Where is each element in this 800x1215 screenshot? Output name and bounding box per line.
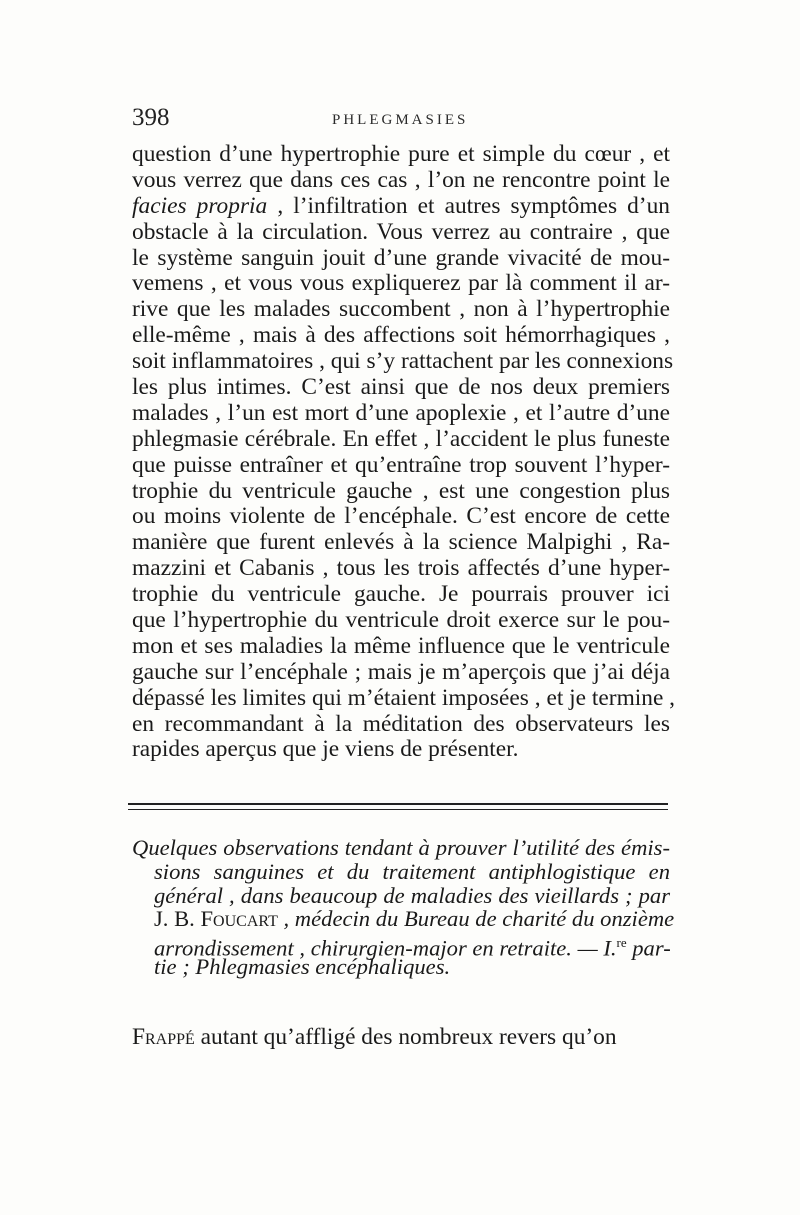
body-line: vemens , et vous vous expliquerez par là comment il ar-: [132, 270, 670, 297]
title-line: arrondissement , chirurgien-major en retraite. — I.: [154, 935, 617, 961]
title-line: tie ; Phlegmasies encéphaliques.: [154, 953, 451, 979]
page-number: 398: [132, 104, 170, 131]
body-line: soit inflammatoires , qui s’y rattachent par les connexions: [132, 348, 674, 375]
body-line: les plus intimes. C’est ainsi que de nos deux premiers: [132, 374, 670, 401]
italic-phrase: facies propria: [132, 192, 268, 219]
opening-line: [132, 1024, 670, 1050]
body-line: rive que les malades succombent , non à l’hypertrophie: [132, 296, 670, 323]
body-line: phlegmasie cérébrale. En effet , l’accident le plus funeste: [132, 425, 670, 452]
double-rule-bottom: [128, 809, 668, 810]
body-line: manière que furent enlevés à la science Malpighi , Ra-: [132, 529, 670, 556]
body-line: que puisse entraîner et qu’entraîne trop souvent l’hyper-: [132, 451, 670, 478]
body-line: mon et ses maladies la même influence que le ventricule: [132, 632, 670, 659]
part-superscript: re: [616, 935, 627, 951]
article-title: [132, 835, 675, 979]
body-line: le système sanguin jouit d’une grande vivacité de mou-: [132, 244, 670, 271]
body-line: dépassé les limites qui m’étaient imposées , et je termine ,: [132, 684, 676, 711]
article-opening-line: [132, 1024, 670, 1050]
body-line: trophie du ventricule gauche. Je pourrais prouver ici: [132, 581, 670, 608]
body-line: facies propria , l’infiltration et autres symptômes d’un: [132, 192, 670, 219]
body-line: gauche sur l’encéphale ; mais je m’aperçois que j’ai déja: [132, 658, 670, 685]
body-line: obstacle à la circulation. Vous verrez au contraire , que: [132, 218, 670, 245]
author-title: , médecin du Bureau de charité du onzième: [277, 906, 675, 932]
title-line: Quelques observations tendant à prouver l’utilité des émis-: [132, 835, 670, 860]
body-line: rapides aperçus que je viens de présenter.: [132, 736, 519, 763]
body-line: trophie du ventricule gauche , est une congestion plus: [132, 477, 670, 504]
title-line: sions sanguines et du traitement antiphlogistique en: [154, 858, 670, 884]
body-line: que l’hypertrophie du ventricule droit exerce sur le pou-: [132, 607, 670, 634]
body-paragraph: [132, 141, 676, 763]
double-rule-top: [128, 803, 668, 805]
body-line: mazzini et Cabanis , tous les trois affectés d’une hyper-: [132, 555, 670, 582]
title-line-part: [132, 931, 671, 961]
title-line-author: [132, 906, 675, 932]
body-line: malades , l’un est mort d’une apoplexie , et l’autre d’une: [132, 399, 670, 426]
running-head: PHLEGMASIES: [332, 112, 469, 128]
body-line: en recommandant à la méditation des observateurs les: [132, 710, 670, 737]
title-line: général , dans beaucoup de maladies des vieillards ; par: [154, 882, 670, 908]
body-line: ou moins violente de l’encéphale. C’est encore de cette: [132, 503, 670, 530]
title-line-end: par-: [626, 935, 671, 961]
author-initials: J. B.: [154, 906, 201, 932]
opening-word: Frappé: [132, 1024, 195, 1050]
author-name: Foucart: [200, 906, 278, 932]
body-line: question d’une hypertrophie pure et simple du cœur , et: [132, 141, 670, 167]
body-line: vous verrez que dans ces cas , l’on ne rencontre point le: [132, 166, 670, 193]
body-line: elle-même , mais à des affections soit hémorrhagiques ,: [132, 322, 670, 349]
opening-rest: autant qu’affligé des nombreux revers qu’on: [194, 1024, 617, 1050]
page-header: [132, 104, 672, 138]
